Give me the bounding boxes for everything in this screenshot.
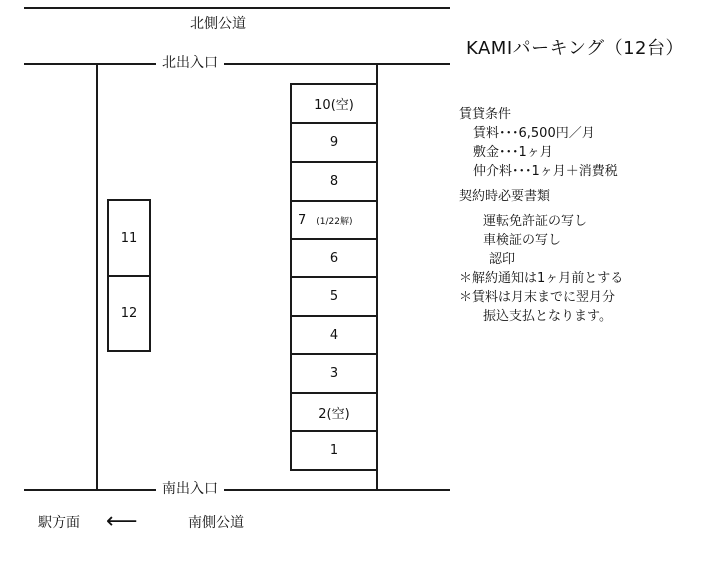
slot-label: 2(空) [318,406,350,422]
slot-label: 5 [329,289,339,304]
parking-slot-9 [290,122,378,163]
parking-slot-2 [290,392,378,432]
parking-slot-8 [290,161,378,202]
page-title: KAMIパーキング（12台） [466,38,685,59]
document-item: 車検証の写し [483,233,562,248]
north-road-line [24,7,450,9]
note-line: ＊賃料は月末までに翌月分 [459,290,616,305]
slot-label: 11 [120,230,138,246]
slot-label: 1 [329,443,339,458]
rent-line: 賃料･･･6,500円／月 [473,126,595,141]
slot-note: (1/22解) [316,216,353,227]
south-entrance-line [24,489,450,491]
south-entrance-label: 南出入口 [156,481,224,497]
north-road-label: 北側公道 [190,16,246,32]
parking-slot-1 [290,430,378,471]
note-line: ＊解約通知は1ヶ月前とする [459,271,624,286]
parking-slot-10 [290,83,378,124]
document-item: 運転免許証の写し [483,214,588,229]
slot-label: 7 [298,212,307,228]
note-line: 振込支払となります。 [483,309,612,324]
parking-slot-6 [290,238,378,278]
slot-label: 10(空) [314,98,354,113]
slot-label: 9 [329,135,339,150]
parking-slot-5 [290,276,378,317]
documents-heading: 契約時必要書類 [459,189,551,204]
document-item: 認印 [489,252,516,267]
lot-left-wall [96,64,98,490]
north-entrance-line [24,63,450,65]
deposit-line: 敷金･･･1ヶ月 [473,145,553,160]
conditions-heading: 賃貸条件 [459,107,512,122]
parking-slot-4 [290,315,378,355]
parking-slot-12 [107,275,151,352]
slot-label: 4 [329,327,339,343]
north-entrance-label: 北出入口 [156,55,224,71]
slot-label: 8 [329,174,339,189]
station-arrow: ⟵ [106,509,138,534]
parking-slot-11 [107,199,151,277]
slot-label: 6 [329,250,339,266]
rental-conditions [459,105,623,326]
slot-label: 3 [329,366,339,381]
station-direction-label: 駅方面 [38,515,80,531]
south-road-label: 南側公道 [188,515,244,531]
slot-label: 12 [120,306,138,321]
parking-slot-7 [290,200,378,240]
brokerage-line: 仲介料･･･1ヶ月＋消費税 [473,164,618,179]
parking-slot-3 [290,353,378,394]
